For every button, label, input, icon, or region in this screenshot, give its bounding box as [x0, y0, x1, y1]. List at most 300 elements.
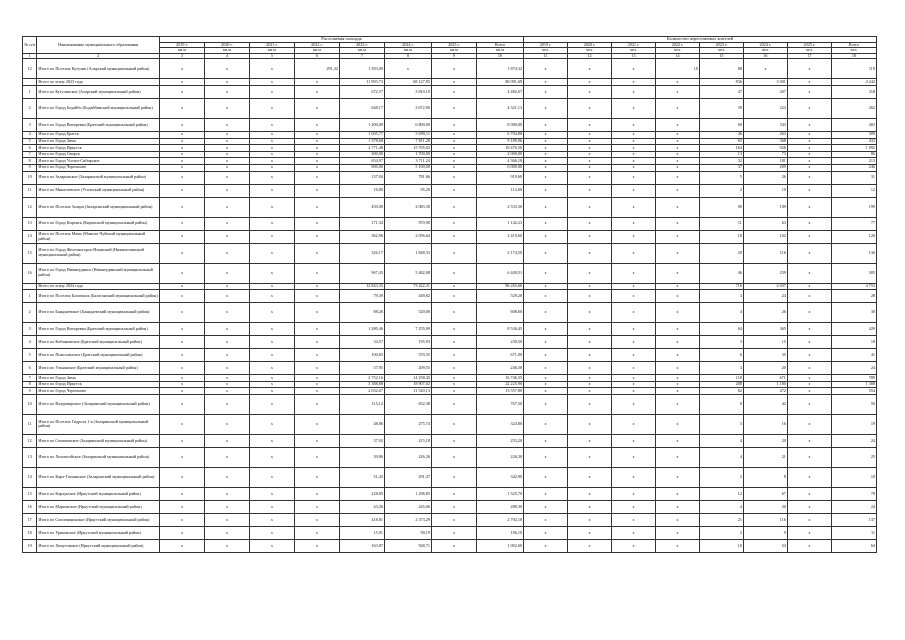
row-value-cell: x: [294, 303, 339, 323]
header-year-cell: Всего: [831, 42, 876, 48]
row-value-cell: x: [524, 118, 568, 131]
row-value-cell: 18: [699, 230, 743, 243]
row-value-cell: 115,12: [339, 394, 384, 414]
row-value-cell: x: [160, 98, 205, 118]
header-unit-cell: чел.: [831, 48, 876, 54]
row-value-cell: 529,20: [476, 290, 523, 303]
row-value-cell: 88,26: [339, 303, 384, 323]
header-unit-cell: чел.: [655, 48, 699, 54]
row-value-cell: x: [249, 171, 294, 184]
row-value-cell: x: [294, 145, 339, 152]
row-value-cell: x: [655, 230, 699, 243]
row-value-cell: x: [205, 388, 250, 395]
table-row: [23, 230, 877, 243]
row-value-cell: x: [294, 467, 339, 487]
header-year-cell: 2020 г.: [568, 42, 612, 48]
row-index: 13: [23, 217, 37, 230]
row-value-cell: x: [612, 467, 656, 487]
row-value-cell: 836: [699, 79, 743, 86]
table-row: [23, 349, 877, 362]
row-value-cell: 24: [743, 290, 787, 303]
row-value-cell: x: [205, 164, 250, 171]
row-value-cell: x: [249, 303, 294, 323]
row-value-cell: x: [524, 349, 568, 362]
row-value-cell: 215,18: [384, 434, 431, 447]
header-unit-cell: чел.: [699, 48, 743, 54]
row-value-cell: x: [160, 138, 205, 145]
row-value-cell: 262: [831, 98, 876, 118]
row-value-cell: x: [205, 526, 250, 539]
row-value-cell: x: [655, 184, 699, 197]
row-value-cell: x: [787, 388, 831, 395]
row-value-cell: x: [568, 131, 612, 138]
row-value-cell: x: [160, 539, 205, 552]
row-value-cell: x: [160, 85, 205, 98]
row-value-cell: 5: [699, 171, 743, 184]
row-value-cell: x: [655, 131, 699, 138]
row-value-cell: 95,20: [384, 184, 431, 197]
row-value-cell: 3 672,96: [384, 98, 431, 118]
row-value-cell: 181: [743, 158, 787, 165]
row-value-cell: x: [568, 145, 612, 152]
header-colnum-cell: 5: [249, 53, 294, 59]
table-row: [23, 394, 877, 414]
row-value-cell: 11: [699, 217, 743, 230]
row-value-cell: 8: [743, 467, 787, 487]
row-value-cell: x: [431, 447, 476, 467]
row-value-cell: x: [205, 263, 250, 283]
row-value-cell: 554: [831, 388, 876, 395]
row-value-cell: x: [205, 303, 250, 323]
row-index: 12: [23, 197, 37, 217]
row-value-cell: 1 200,00: [339, 118, 384, 131]
row-value-cell: 6 800,00: [384, 118, 431, 131]
row-value-cell: x: [612, 394, 656, 414]
row-value-cell: 8 536,45: [476, 323, 523, 336]
header-colnum-cell: 11: [524, 53, 568, 59]
row-value-cell: x: [205, 283, 250, 290]
row-value-cell: 2 083,30: [384, 197, 431, 217]
row-value-cell: x: [294, 349, 339, 362]
row-value-cell: x: [160, 336, 205, 349]
row-value-cell: x: [568, 98, 612, 118]
row-value-cell: 4 482,67: [476, 85, 523, 98]
row-value-cell: x: [431, 500, 476, 513]
row-name: Итого по Владимирское (Заларинский муниципальный район): [37, 394, 160, 414]
row-value-cell: 46: [699, 131, 743, 138]
row-value-cell: x: [655, 243, 699, 263]
row-value-cell: 230,50: [476, 336, 523, 349]
table-header: [23, 37, 877, 59]
row-value-cell: x: [160, 526, 205, 539]
row-name: Итого по Карлукское (Иркутский муниципальный район): [37, 487, 160, 500]
row-index: 7: [23, 151, 37, 158]
row-value-cell: x: [205, 414, 250, 434]
row-value-cell: x: [743, 59, 787, 79]
row-value-cell: x: [431, 381, 476, 388]
row-value-cell: x: [655, 526, 699, 539]
row-value-cell: 50: [831, 394, 876, 414]
row-value-cell: 137: [831, 513, 876, 526]
row-value-cell: 2: [699, 467, 743, 487]
header-colnum-cell: 12: [568, 53, 612, 59]
row-value-cell: x: [205, 145, 250, 152]
row-value-cell: x: [160, 283, 205, 290]
row-value-cell: 171,34: [339, 217, 384, 230]
header-colnum-cell: 3: [160, 53, 205, 59]
row-value-cell: 2: [699, 526, 743, 539]
row-value-cell: 2 752,16: [339, 375, 384, 382]
row-value-cell: x: [205, 381, 250, 388]
row-value-cell: x: [524, 375, 568, 382]
row-value-cell: 3: [699, 414, 743, 434]
row-value-cell: x: [431, 59, 476, 79]
row-value-cell: x: [655, 447, 699, 467]
row-value-cell: 8 000,00: [476, 118, 523, 131]
row-value-cell: x: [524, 79, 568, 86]
row-value-cell: x: [294, 290, 339, 303]
table-row: [23, 59, 877, 79]
row-value-cell: 781,66: [384, 171, 431, 184]
row-value-cell: 2 771,48: [339, 145, 384, 152]
row-name: Итого по Город Иркутск: [37, 381, 160, 388]
row-value-cell: x: [294, 388, 339, 395]
row-value-cell: x: [160, 381, 205, 388]
row-value-cell: 37,95: [339, 362, 384, 375]
row-value-cell: 118: [699, 375, 743, 382]
row-value-cell: x: [787, 138, 831, 145]
row-value-cell: x: [160, 434, 205, 447]
row-name: Итого по Холмогойское (Заларинский муниципальный район): [37, 447, 160, 467]
row-value-cell: x: [249, 467, 294, 487]
row-value-cell: 1 180: [743, 381, 787, 388]
table-row: [23, 323, 877, 336]
row-value-cell: x: [612, 98, 656, 118]
row-value-cell: x: [431, 85, 476, 98]
row-value-cell: x: [612, 434, 656, 447]
row-value-cell: x: [294, 362, 339, 375]
row-value-cell: 6 704,88: [476, 131, 523, 138]
row-value-cell: x: [524, 336, 568, 349]
table-row: [23, 118, 877, 131]
row-value-cell: x: [160, 349, 205, 362]
row-name: Итого по Поселок Кутулик (Аларский муниципальный район): [37, 59, 160, 79]
header-year-cell: 2019 г.: [524, 42, 568, 48]
row-value-cell: 90: [699, 197, 743, 217]
row-value-cell: x: [568, 526, 612, 539]
row-value-cell: x: [294, 526, 339, 539]
row-value-cell: 1 388: [831, 381, 876, 388]
table-row: [23, 290, 877, 303]
row-name: Итого по Город Черемхово: [37, 164, 160, 171]
row-value-cell: x: [568, 447, 612, 467]
row-value-cell: x: [524, 145, 568, 152]
row-value-cell: x: [787, 539, 831, 552]
row-value-cell: x: [524, 138, 568, 145]
row-value-cell: x: [249, 283, 294, 290]
row-value-cell: x: [787, 79, 831, 86]
row-value-cell: x: [568, 336, 612, 349]
row-value-cell: 324,80: [476, 414, 523, 434]
row-value-cell: x: [787, 145, 831, 152]
row-value-cell: 3 711,24: [384, 158, 431, 165]
row-value-cell: 2: [699, 184, 743, 197]
row-value-cell: 1 092,60: [476, 539, 523, 552]
header-unit-cell: кв.м: [431, 48, 476, 54]
row-value-cell: x: [655, 290, 699, 303]
row-index: 9: [23, 164, 37, 171]
row-value-cell: 7 811,28: [384, 138, 431, 145]
header-unit-cell: чел.: [568, 48, 612, 54]
row-index: 4: [23, 336, 37, 349]
row-value-cell: 24: [831, 362, 876, 375]
row-value-cell: 15,91: [339, 526, 384, 539]
row-value-cell: x: [787, 513, 831, 526]
row-value-cell: x: [431, 539, 476, 552]
row-value-cell: x: [205, 158, 250, 165]
row-value-cell: x: [249, 381, 294, 388]
row-value-cell: 12 843,35: [339, 283, 384, 290]
row-value-cell: 5 100,00: [384, 164, 431, 171]
row-value-cell: x: [655, 151, 699, 158]
row-index: 7: [23, 375, 37, 382]
row-value-cell: x: [568, 394, 612, 414]
row-value-cell: x: [431, 145, 476, 152]
row-name: Итого по Кутуликское (Аларский муниципальный район): [37, 85, 160, 98]
header-colnum-cell: 18: [831, 53, 876, 59]
row-value-cell: 1 378,68: [339, 138, 384, 145]
row-value-cell: 16: [743, 414, 787, 434]
row-value-cell: 4: [699, 434, 743, 447]
row-value-cell: x: [205, 243, 250, 263]
row-name: Итого по Город Иркутск: [37, 145, 160, 152]
header-colnum-cell: 8: [384, 53, 431, 59]
row-value-cell: 223: [743, 98, 787, 118]
row-name: Итого по Хомутовское (Иркутский муниципальный район): [37, 539, 160, 552]
row-value-cell: 4: [699, 447, 743, 467]
row-value-cell: x: [524, 263, 568, 283]
header-year-cell: 2022 г.: [655, 42, 699, 48]
table-row: [23, 243, 877, 263]
row-value-cell: x: [160, 197, 205, 217]
row-value-cell: 4 321,13: [476, 98, 523, 118]
row-value-cell: x: [294, 158, 339, 165]
row-index: 6: [23, 362, 37, 375]
row-value-cell: 275,74: [384, 414, 431, 434]
row-value-cell: 68 127,85: [384, 79, 431, 86]
row-value-cell: x: [612, 447, 656, 467]
row-value-cell: x: [294, 85, 339, 98]
row-index: 17: [23, 513, 37, 526]
row-value-cell: x: [205, 171, 250, 184]
header-unit-cell: кв.м: [476, 48, 523, 54]
row-value-cell: 16 746,35: [476, 375, 523, 382]
row-name: Итого по Поселок Мама (Мамско-Чуйский муниципальный район): [37, 230, 160, 243]
header-unit-cell: кв.м: [205, 48, 250, 54]
row-value-cell: 22 225,90: [476, 381, 523, 388]
row-value-cell: x: [294, 217, 339, 230]
row-value-cell: 259: [743, 263, 787, 283]
row-value-cell: 20: [743, 362, 787, 375]
row-value-cell: x: [524, 164, 568, 171]
row-value-cell: x: [205, 85, 250, 98]
row-value-cell: 35: [743, 349, 787, 362]
row-value-cell: 1 005,77: [339, 131, 384, 138]
row-value-cell: x: [294, 243, 339, 263]
table-row: [23, 303, 877, 323]
row-value-cell: x: [160, 184, 205, 197]
row-value-cell: 16,80: [339, 184, 384, 197]
row-value-cell: x: [612, 230, 656, 243]
row-value-cell: x: [160, 59, 205, 79]
row-value-cell: x: [568, 375, 612, 382]
row-value-cell: x: [205, 349, 250, 362]
row-value-cell: x: [205, 197, 250, 217]
row-value-cell: 4: [699, 500, 743, 513]
row-value-cell: 209: [743, 164, 787, 171]
row-value-cell: 6 449,51: [476, 263, 523, 283]
row-value-cell: x: [568, 513, 612, 526]
row-value-cell: x: [294, 98, 339, 118]
row-name: Итого по Город Нижнеудинск (Нижнеудинский муниципальный район): [37, 263, 160, 283]
row-index: 8: [23, 381, 37, 388]
row-value-cell: x: [431, 323, 476, 336]
row-value-cell: 13 557,80: [476, 388, 523, 395]
row-name: Итого по Кобляковское (Братский муниципальный район): [37, 336, 160, 349]
row-value-cell: 362,96: [339, 230, 384, 243]
row-value-cell: x: [294, 487, 339, 500]
row-value-cell: x: [612, 151, 656, 158]
table-row: [23, 158, 877, 165]
row-value-cell: x: [612, 158, 656, 165]
row-value-cell: x: [431, 290, 476, 303]
row-value-cell: x: [249, 145, 294, 152]
row-value-cell: x: [787, 487, 831, 500]
row-value-cell: x: [612, 362, 656, 375]
table-row: [23, 171, 877, 184]
row-value-cell: 767,50: [476, 394, 523, 414]
row-value-cell: x: [787, 434, 831, 447]
row-value-cell: 82: [699, 388, 743, 395]
row-value-cell: x: [524, 362, 568, 375]
row-value-cell: x: [655, 539, 699, 552]
row-value-cell: 368: [743, 138, 787, 145]
row-value-cell: x: [431, 467, 476, 487]
row-value-cell: 26: [743, 171, 787, 184]
row-value-cell: 42: [743, 394, 787, 414]
row-value-cell: 5 699,11: [384, 131, 431, 138]
row-value-cell: x: [524, 526, 568, 539]
row-index: 10: [23, 171, 37, 184]
row-index: 3: [23, 323, 37, 336]
row-value-cell: x: [568, 118, 612, 131]
row-value-cell: x: [568, 303, 612, 323]
row-value-cell: 199: [831, 197, 876, 217]
row-value-cell: x: [294, 434, 339, 447]
row-value-cell: 1 525,70: [476, 487, 523, 500]
row-value-cell: x: [655, 158, 699, 165]
header-colnum-cell: 9: [431, 53, 476, 59]
row-value-cell: x: [205, 539, 250, 552]
row-value-cell: 41: [831, 349, 876, 362]
row-index: 19: [23, 539, 37, 552]
row-value-cell: 1 142,23: [476, 217, 523, 230]
row-value-cell: x: [655, 513, 699, 526]
row-value-cell: x: [431, 138, 476, 145]
row-value-cell: x: [612, 243, 656, 263]
row-value-cell: x: [612, 323, 656, 336]
row-value-cell: x: [294, 500, 339, 513]
row-value-cell: 291,47: [384, 467, 431, 487]
row-value-cell: 21: [743, 447, 787, 467]
row-value-cell: x: [524, 197, 568, 217]
row-value-cell: 67: [743, 487, 787, 500]
row-index: 16: [23, 263, 37, 283]
row-value-cell: x: [249, 98, 294, 118]
row-value-cell: 137,94: [339, 171, 384, 184]
row-value-cell: x: [160, 414, 205, 434]
row-value-cell: x: [612, 513, 656, 526]
row-value-cell: x: [431, 388, 476, 395]
header-unit-cell: чел.: [743, 48, 787, 54]
row-value-cell: x: [524, 131, 568, 138]
row-value-cell: 120: [831, 230, 876, 243]
row-value-cell: x: [787, 467, 831, 487]
row-value-cell: x: [431, 158, 476, 165]
header-colnum-cell: 17: [787, 53, 831, 59]
row-value-cell: x: [431, 434, 476, 447]
row-value-cell: 136: [831, 243, 876, 263]
row-value-cell: 18 907,02: [384, 381, 431, 388]
row-value-cell: x: [524, 59, 568, 79]
row-index: 15: [23, 487, 37, 500]
row-value-cell: x: [294, 230, 339, 243]
row-value-cell: 716: [699, 283, 743, 290]
row-value-cell: 64: [831, 539, 876, 552]
header-year-cell: Всего: [476, 42, 523, 48]
row-value-cell: x: [568, 362, 612, 375]
row-value-cell: x: [294, 414, 339, 434]
row-value-cell: x: [160, 217, 205, 230]
row-value-cell: 64: [699, 323, 743, 336]
row-value-cell: x: [160, 513, 205, 526]
row-value-cell: x: [524, 467, 568, 487]
header-name: Наименование муниципального образования: [37, 37, 160, 54]
header-year-cell: 2023 г.: [699, 42, 743, 48]
row-value-cell: x: [160, 362, 205, 375]
row-value-cell: 4 242: [831, 79, 876, 86]
row-value-cell: x: [612, 164, 656, 171]
row-value-cell: x: [568, 283, 612, 290]
row-value-cell: 671: [743, 375, 787, 382]
row-index: 2: [23, 98, 37, 118]
row-value-cell: x: [612, 381, 656, 388]
row-value-cell: x: [205, 118, 250, 131]
row-value-cell: x: [655, 388, 699, 395]
row-value-cell: 12: [831, 184, 876, 197]
row-value-cell: x: [524, 388, 568, 395]
row-value-cell: x: [787, 243, 831, 263]
row-name: Итого по Город Бодайбо (Бодайбинский муниципальный район): [37, 98, 160, 118]
row-value-cell: x: [655, 362, 699, 375]
row-value-cell: x: [612, 539, 656, 552]
row-value-cell: 418,81: [339, 513, 384, 526]
row-value-cell: x: [431, 151, 476, 158]
row-value-cell: 46: [699, 263, 743, 283]
row-name: Итого по Уриковское (Иркутский муниципальный район): [37, 526, 160, 539]
row-value-cell: x: [431, 362, 476, 375]
header-year-cell: 2024 г.: [743, 42, 787, 48]
